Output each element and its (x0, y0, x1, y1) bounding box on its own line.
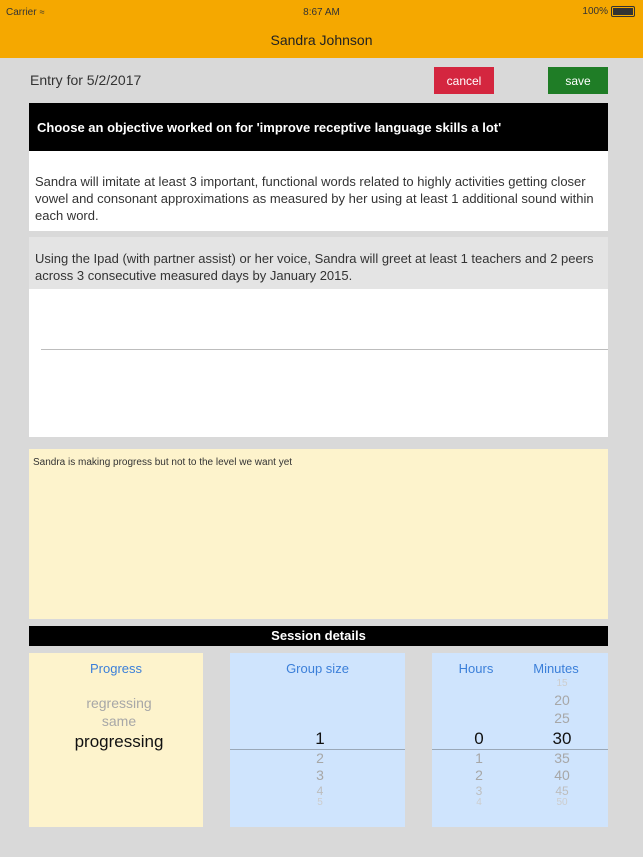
hours-option[interactable]: 4 (476, 797, 482, 808)
carrier-text: Carrier (6, 7, 37, 18)
group-size-title: Group size (286, 661, 349, 676)
hours-option[interactable]: 0 (474, 729, 484, 748)
progress-title: Progress (89, 661, 143, 676)
wifi-icon: ≈ (39, 7, 45, 17)
time-picker[interactable] (432, 653, 608, 827)
objective-header: Choose an objective worked on for 'improve receptive language skills a lot' (29, 103, 608, 151)
progress-picker[interactable] (29, 653, 203, 827)
progress-option-progressing[interactable]: progressing (74, 732, 164, 751)
group-size-option[interactable]: 3 (316, 767, 324, 783)
objective-item[interactable]: Sandra will imitate at least 3 important, functional words related to highly activities getting closer vowel and consonant approximations as measured by her using at least 1 additional sound within each word. (29, 151, 608, 231)
group-size-picker[interactable] (230, 653, 405, 827)
minutes-option[interactable]: 45 (555, 784, 569, 798)
group-size-option[interactable]: 2 (316, 750, 324, 766)
progress-option-same[interactable]: same (101, 713, 137, 729)
minutes-option[interactable]: 20 (554, 692, 570, 708)
battery-percent: 100% (582, 6, 608, 17)
session-details-header: Session details (29, 626, 608, 646)
objective-list-empty-area (29, 289, 608, 437)
minutes-option[interactable]: 30 (552, 729, 572, 748)
hours-title: Hours (458, 661, 494, 676)
battery-indicator (582, 6, 635, 17)
minutes-option[interactable]: 40 (554, 767, 570, 783)
objective-item[interactable]: Using the Ipad (with partner assist) or her voice, Sandra will greet at least 1 teachers and 2 peers across 3 consecutive measured days by January 2015. (29, 237, 608, 289)
entry-date-label: Entry for 5/2/2017 (30, 72, 142, 88)
group-size-option[interactable]: 1 (315, 729, 325, 748)
group-size-option[interactable]: 4 (316, 784, 324, 798)
save-button[interactable]: save (548, 67, 608, 94)
progress-option-regressing[interactable]: regressing (86, 695, 152, 711)
minutes-option[interactable]: 35 (554, 750, 570, 766)
group-size-option[interactable]: 5 (317, 797, 323, 808)
cancel-button[interactable]: cancel (434, 67, 494, 94)
minutes-option[interactable]: 50 (556, 797, 568, 808)
minutes-option[interactable]: 15 (556, 678, 568, 689)
status-bar (0, 0, 643, 24)
nav-title: Sandra Johnson (0, 24, 643, 58)
status-time: 8:67 AM (303, 7, 340, 18)
hours-option[interactable]: 2 (475, 767, 483, 783)
minutes-option[interactable]: 25 (554, 710, 570, 726)
divider (41, 349, 608, 350)
notes-textarea[interactable]: Sandra is making progress but not to the level we want yet (29, 449, 608, 619)
minutes-title: Minutes (533, 661, 579, 676)
battery-icon (611, 6, 635, 17)
hours-option[interactable]: 1 (475, 750, 483, 766)
hours-option[interactable]: 3 (475, 784, 483, 798)
